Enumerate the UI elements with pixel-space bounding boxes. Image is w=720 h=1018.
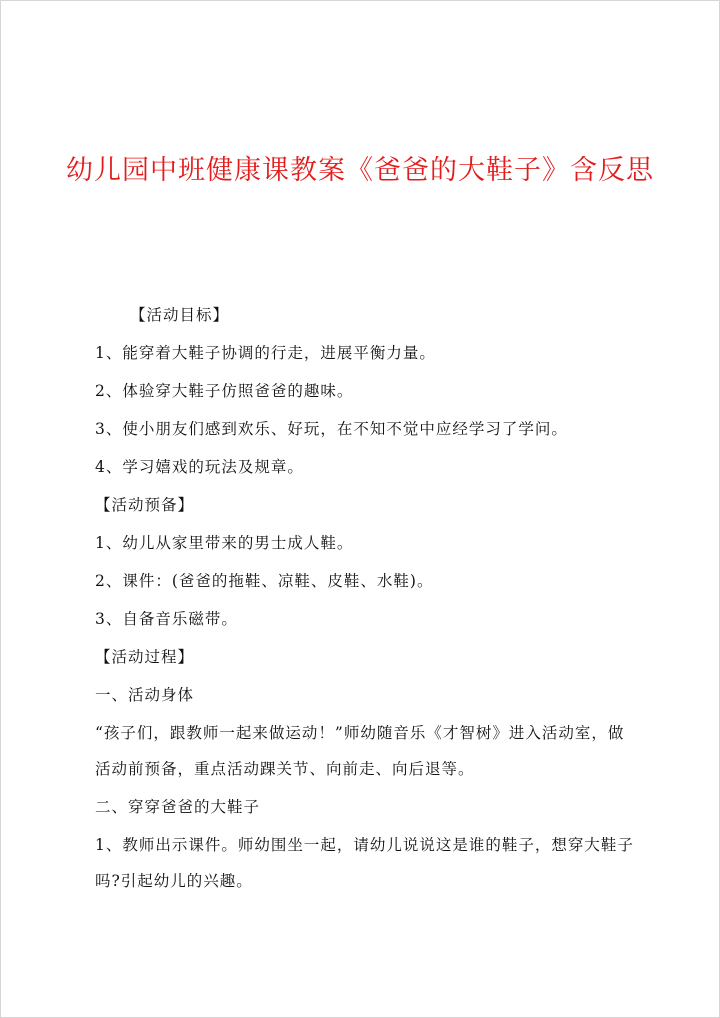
goal-item-2: 2、体验穿大鞋子仿照爸爸的趣味。: [95, 382, 354, 400]
prep-item-1: 1、幼儿从家里带来的男士成人鞋。: [95, 534, 354, 552]
document-title: 幼儿园中班健康课教案《爸爸的大鞋子》含反思: [66, 155, 654, 186]
process-section-1: 一、活动身体: [95, 686, 195, 704]
heading-activity-process: 【活动过程】: [95, 648, 195, 666]
prep-item-2: 2、课件：(爸爸的拖鞋、凉鞋、皮鞋、水鞋)。: [95, 572, 434, 590]
process-paragraph-2: 1、教师出示课件。师幼围坐一起，请幼儿说说这是谁的鞋子，想穿大鞋子吗?引起幼儿的兴趣。: [95, 836, 634, 890]
process-paragraph-1: “孩子们，跟教师一起来做运动！”师幼随音乐《才智树》进入活动室，做活动前预备，重点活动踝关节、向前走、向后退等。: [95, 724, 625, 778]
goal-item-4: 4、学习嬉戏的玩法及规章。: [95, 458, 304, 476]
goal-item-3: 3、使小朋友们感到欢乐、好玩，在不知不觉中应经学习了学问。: [95, 420, 568, 438]
heading-activity-goals: 【活动目标】: [130, 306, 230, 324]
process-section-2: 二、穿穿爸爸的大鞋子: [95, 798, 261, 816]
goal-item-1: 1、能穿着大鞋子协调的行走，进展平衡力量。: [95, 344, 436, 362]
prep-item-3: 3、自备音乐磁带。: [95, 610, 238, 628]
heading-activity-preparation: 【活动预备】: [95, 496, 195, 514]
